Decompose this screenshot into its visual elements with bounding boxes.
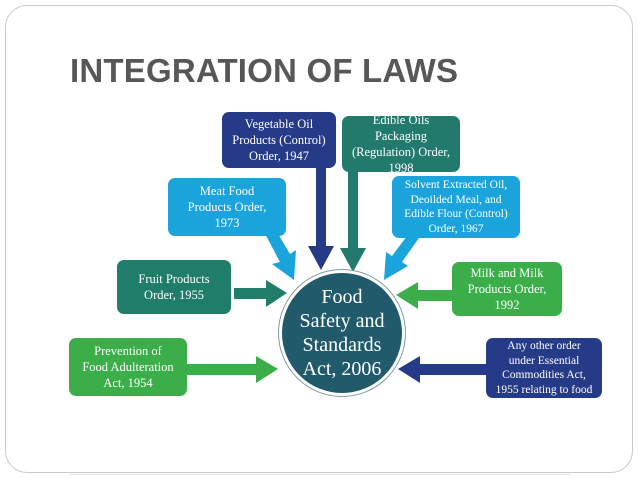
arrow-vegetable-oil — [308, 166, 334, 270]
arrow-prevention — [186, 356, 278, 383]
law-box-prevention: Prevention of Food Adulteration Act, 1954 — [69, 338, 187, 396]
law-box-solvent-extracted: Solvent Extracted Oil, Deoilded Meal, and Edible Flour (Control) Order, 1967 — [392, 176, 520, 238]
arrow-milk-products — [396, 282, 452, 309]
slide-title: INTEGRATION OF LAWS — [70, 52, 459, 89]
law-box-any-other: Any other order under Essential Commodities Act, 1955 relating to food — [486, 338, 602, 398]
law-box-vegetable-oil: Vegetable Oil Products (Control) Order, 1947 — [222, 112, 336, 168]
law-box-edible-oils: Edible Oils Packaging (Regulation) Order, 1998 — [342, 116, 460, 172]
law-box-milk-products: Milk and Milk Products Order, 1992 — [452, 262, 562, 316]
law-box-meat-food: Meat Food Products Order, 1973 — [168, 178, 286, 236]
law-box-fruit-products: Fruit Products Order, 1955 — [117, 260, 231, 314]
arrow-edible-oils — [340, 170, 366, 272]
food-safety-act-circle: Food Safety and Standards Act, 2006 — [279, 270, 405, 396]
bottom-divider — [70, 474, 570, 475]
arrow-fruit-products — [234, 280, 287, 307]
arrow-any-other — [398, 356, 486, 383]
arrow-solvent-extracted — [384, 232, 419, 280]
